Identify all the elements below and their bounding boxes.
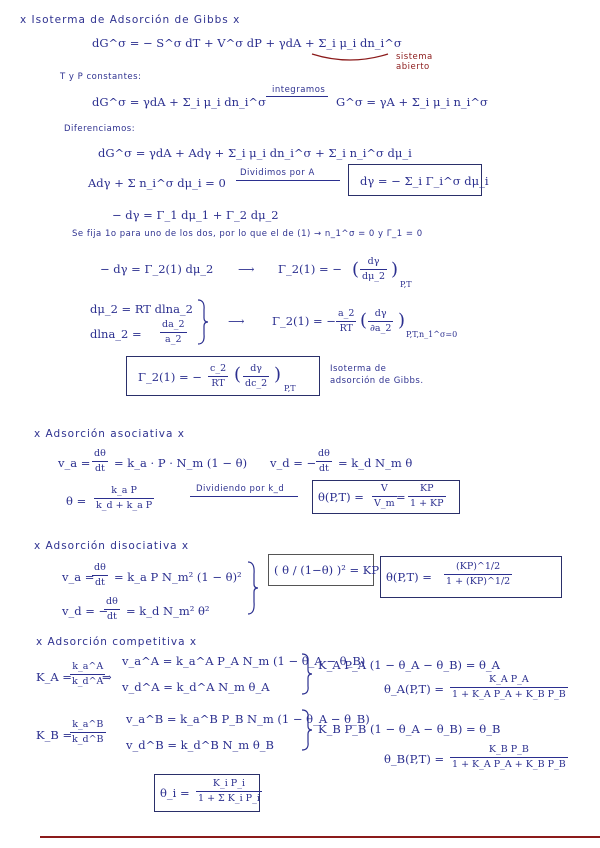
comp-va-A: v_a^A = k_a^A P_A N_m (1 − θ_A − θ_B) bbox=[122, 654, 366, 668]
assoc-va-rhs: = k_a · P · N_m (1 − θ) bbox=[114, 456, 248, 470]
comp-thetaA-den: 1 + K_A P_A + K_B P_B bbox=[452, 688, 566, 700]
dissoc-va-frac bbox=[92, 563, 108, 587]
assoc-vd-den: dt bbox=[318, 462, 329, 474]
eq6-sub: P,T bbox=[400, 280, 412, 289]
eq7-right-num1: a_2 bbox=[336, 309, 356, 322]
eq6-frac-den: dμ_2 bbox=[362, 270, 386, 282]
eq7-right-sub: P,T,n_1^σ=0 bbox=[406, 330, 458, 339]
comp-ka-arrow: ⇒ bbox=[102, 670, 112, 684]
comp-ka-den: k_d^A bbox=[72, 675, 104, 687]
integrate-label: integramos bbox=[272, 85, 326, 95]
assoc-vd-lhs: v_d = − bbox=[270, 456, 317, 470]
comp-relB: K_B P_B (1 − θ_A − θ_B) = θ_B bbox=[318, 722, 501, 736]
diff-label: Diferenciamos: bbox=[64, 124, 136, 134]
arrow-2: ⟶ bbox=[228, 314, 245, 328]
box-lhs: Γ_2(1) = − bbox=[138, 370, 202, 384]
comp-thetaB-frac bbox=[450, 745, 568, 769]
eq7-right-num2: dγ bbox=[368, 309, 393, 322]
dissoc-vd-den: dt bbox=[106, 610, 117, 622]
integrate-arrow-line bbox=[266, 96, 328, 97]
assoc-vd-num: dθ bbox=[316, 449, 332, 462]
assoc-box-eq: = bbox=[396, 490, 406, 504]
gibbs-title: x Isoterma de Adsorción de Gibbs x bbox=[20, 14, 241, 26]
brace-2 bbox=[246, 560, 260, 616]
dissoc-va-rhs: = k_a P N_m² (1 − θ)² bbox=[114, 570, 242, 584]
sistema-abierto-underline bbox=[310, 52, 390, 64]
assoc-title: x Adsorción asociativa x bbox=[34, 428, 185, 440]
assoc-box-den2: 1 + KP bbox=[410, 497, 444, 509]
comp-thetaB-lhs: θ_B(P,T) = bbox=[384, 752, 445, 766]
eq7-right-frac2 bbox=[368, 309, 393, 333]
eq7-right-den2: ∂a_2 bbox=[370, 322, 392, 334]
assoc-theta-den: k_d + k_a P bbox=[96, 499, 153, 511]
gibbs-eq5: − dγ = Γ_1 dμ_1 + Γ_2 dμ_2 bbox=[112, 208, 279, 222]
bottom-rule bbox=[40, 836, 600, 838]
assoc-divide-arrow bbox=[190, 496, 298, 497]
dissoc-box-lhs: θ(P,T) = bbox=[386, 570, 432, 584]
assoc-divide-label: Dividiendo por k_d bbox=[196, 484, 285, 494]
comp-thetaA-frac bbox=[450, 675, 568, 699]
paren-close-1: ) bbox=[391, 259, 399, 280]
gibbs-eq6-left: − dγ = Γ_2(1) dμ_2 bbox=[100, 262, 214, 276]
comp-thetaB-den: 1 + K_A P_A + K_B P_B bbox=[452, 758, 566, 770]
comp-title: x Adsorción competitiva x bbox=[36, 636, 198, 648]
assoc-va-num: dθ bbox=[92, 449, 108, 462]
box-den2: dc_2 bbox=[245, 377, 268, 389]
comp-kb-num: k_a^B bbox=[70, 720, 106, 733]
brace-4 bbox=[300, 708, 314, 752]
comp-kb-lhs: K_B = bbox=[36, 728, 73, 742]
dissoc-va-den: dt bbox=[94, 576, 105, 588]
box-num1: c_2 bbox=[208, 364, 228, 377]
assoc-vd-rhs: = k_d N_m θ bbox=[338, 456, 413, 470]
dissoc-va-lhs: v_a = bbox=[62, 570, 95, 584]
eq6-frac-num: dγ bbox=[360, 257, 387, 270]
comp-ka-num: k_a^A bbox=[70, 662, 105, 675]
fix-text: Se fija 1o para uno de los dos, por lo que el de (1) → n_1^σ = 0 y Γ_1 = 0 bbox=[72, 229, 423, 239]
assoc-box-frac2 bbox=[408, 484, 446, 508]
assoc-box-num2: KP bbox=[408, 484, 446, 497]
eq7-right-den1: RT bbox=[339, 322, 353, 334]
dissoc-title: x Adsorción disociativa x bbox=[34, 540, 190, 552]
comp-thetaA-lhs: θ_A(P,T) = bbox=[384, 682, 444, 696]
eq7b-frac bbox=[160, 320, 187, 344]
box-num2: dγ bbox=[243, 364, 269, 377]
eq6-frac bbox=[360, 257, 387, 281]
assoc-box-num1: V bbox=[372, 484, 397, 497]
paren-open-2: ( bbox=[360, 310, 368, 331]
eq7b-den: a_2 bbox=[165, 333, 182, 345]
comp-vd-A: v_d^A = k_d^A N_m θ_A bbox=[122, 680, 270, 694]
divide-arrow-line bbox=[236, 180, 340, 181]
eq7-right-lhs: Γ_2(1) = − bbox=[272, 314, 336, 328]
box-den1: RT bbox=[211, 377, 225, 389]
tp-const-label: T y P constantes: bbox=[60, 72, 142, 82]
dissoc-va-num: dθ bbox=[92, 563, 108, 576]
isotherm-note-1: Isoterma de bbox=[330, 364, 387, 374]
assoc-box-frac1 bbox=[372, 484, 397, 508]
paren-open-3: ( bbox=[234, 364, 242, 385]
assoc-vd-frac bbox=[316, 449, 332, 473]
assoc-theta-num: k_a P bbox=[94, 486, 154, 499]
brace-1 bbox=[196, 298, 210, 346]
assoc-theta-frac bbox=[94, 486, 154, 510]
dissoc-box-den: 1 + (KP)^1/2 bbox=[446, 575, 511, 587]
comp-final-lhs: θ_i = bbox=[160, 786, 190, 800]
assoc-box-lhs: θ(P,T) = bbox=[318, 490, 364, 504]
gibbs-eq4-box: dγ = − Σ_i Γ_i^σ dμ_i bbox=[360, 174, 489, 188]
gibbs-eq4: Adγ + Σ n_i^σ dμ_i = 0 bbox=[88, 176, 226, 190]
comp-thetaB-num: K_B P_B bbox=[450, 745, 568, 758]
gibbs-eq2: dG^σ = γdA + Σ_i μ_i dn_i^σ bbox=[92, 95, 266, 109]
gibbs-eq3: dG^σ = γdA + Adγ + Σ_i μ_i dn_i^σ + Σ_i n_i^σ dμ_i bbox=[98, 146, 412, 160]
paren-close-2: ) bbox=[398, 310, 406, 331]
comp-relA: K_A P_A (1 − θ_A − θ_B) = θ_A bbox=[318, 658, 500, 672]
comp-thetaA-num: K_A P_A bbox=[450, 675, 568, 688]
assoc-box-den1: V_m bbox=[374, 497, 395, 509]
comp-ka-lhs: K_A = bbox=[36, 670, 72, 684]
dissoc-vd-rhs: = k_d N_m² θ² bbox=[126, 604, 210, 618]
comp-kb-frac bbox=[70, 720, 106, 744]
paren-open-1: ( bbox=[352, 259, 360, 280]
isotherm-note-2: adsorción de Gibbs. bbox=[330, 376, 424, 386]
gibbs-eq2b: G^σ = γA + Σ_i μ_i n_i^σ bbox=[336, 95, 488, 109]
gibbs-eq1: dG^σ = − S^σ dT + V^σ dP + γdA + Σ_i μ_i dn_i^σ bbox=[92, 36, 402, 50]
assoc-va-den: dt bbox=[94, 462, 105, 474]
paren-close-3: ) bbox=[274, 364, 282, 385]
box-sub: P,T bbox=[284, 384, 296, 393]
assoc-theta-lhs: θ = bbox=[66, 494, 87, 508]
system-note: sistema abierto bbox=[396, 52, 433, 72]
divide-label: Dividimos por A bbox=[240, 168, 315, 178]
eq7-right-frac1 bbox=[336, 309, 356, 333]
comp-vd-B: v_d^B = k_d^B N_m θ_B bbox=[126, 738, 274, 752]
dissoc-vd-lhs: v_d = − bbox=[62, 604, 109, 618]
assoc-va-lhs: v_a = bbox=[58, 456, 91, 470]
assoc-va-frac bbox=[92, 449, 108, 473]
comp-kb-den: k_d^B bbox=[72, 733, 104, 745]
gibbs-eq6-rhs: Γ_2(1) = − bbox=[278, 262, 342, 276]
comp-final-frac bbox=[196, 779, 262, 803]
dissoc-vd-num: dθ bbox=[104, 597, 120, 610]
dissoc-box-frac bbox=[444, 562, 512, 586]
dissoc-mid: ( θ / (1−θ) )² = KP bbox=[274, 563, 380, 577]
brace-3 bbox=[300, 652, 314, 696]
eq7b-num: da_2 bbox=[160, 320, 187, 333]
box-frac2 bbox=[243, 364, 269, 388]
comp-final-num: K_i P_i bbox=[196, 779, 262, 792]
dissoc-box-num: (KP)^1/2 bbox=[444, 562, 512, 575]
comp-final-den: 1 + Σ K_i P_i bbox=[198, 792, 260, 804]
comp-va-B: v_a^B = k_a^B P_B N_m (1 − θ_A − θ_B) bbox=[126, 712, 370, 726]
arrow-1: ⟶ bbox=[238, 262, 255, 276]
gibbs-eq7b-lhs: dlna_2 = bbox=[90, 327, 142, 341]
box-frac1 bbox=[208, 364, 228, 388]
comp-ka-frac bbox=[70, 662, 105, 686]
dissoc-vd-frac bbox=[104, 597, 120, 621]
gibbs-eq7a: dμ_2 = RT dlna_2 bbox=[90, 302, 194, 316]
